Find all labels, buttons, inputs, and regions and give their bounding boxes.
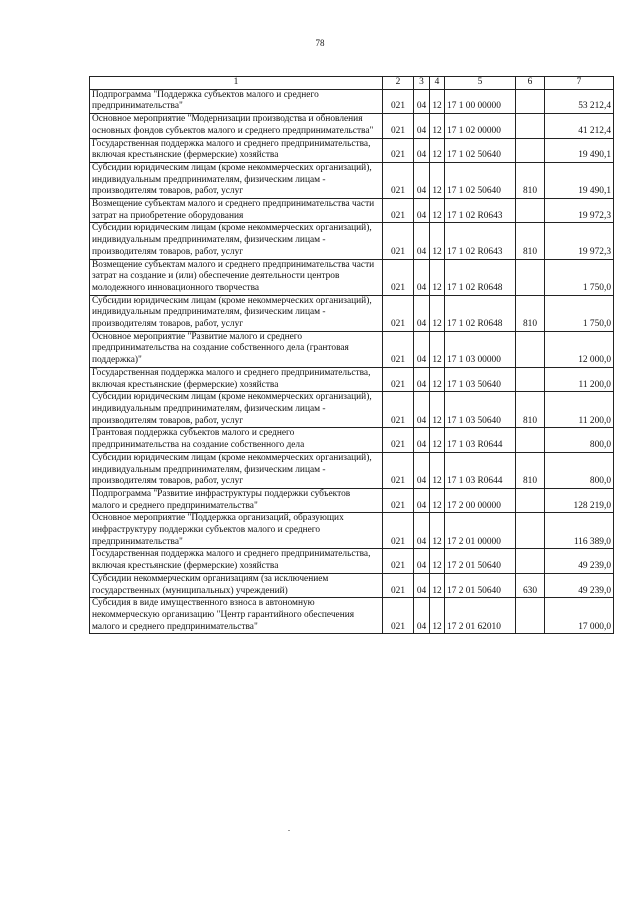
row-amount: 11 200,0: [545, 392, 614, 428]
row-admin-code: 021: [383, 295, 414, 331]
row-subsection: 12: [430, 367, 445, 391]
table-row: [90, 89, 614, 113]
row-section: 04: [414, 138, 430, 162]
row-subsection: 12: [430, 331, 445, 367]
row-target-article: 17 2 01 62010: [445, 598, 516, 634]
row-subsection: 12: [430, 549, 445, 573]
header-col-6: 6: [516, 77, 545, 90]
row-subsection: 12: [430, 138, 445, 162]
row-admin-code: 021: [383, 367, 414, 391]
row-target-article: 17 2 01 00000: [445, 513, 516, 549]
row-amount: 17 000,0: [545, 598, 614, 634]
row-expense-type: 810: [516, 392, 545, 428]
row-subsection: 12: [430, 513, 445, 549]
row-section: 04: [414, 114, 430, 138]
row-admin-code: 021: [383, 452, 414, 488]
row-amount: 49 239,0: [545, 549, 614, 573]
row-subsection: 12: [430, 259, 445, 295]
row-admin-code: 021: [383, 513, 414, 549]
row-admin-code: 021: [383, 392, 414, 428]
row-target-article: 17 1 02 50640: [445, 162, 516, 198]
row-expense-type: [516, 428, 545, 452]
row-section: 04: [414, 513, 430, 549]
table-row: [90, 549, 614, 573]
header-row: [90, 77, 614, 90]
table-body: [90, 89, 614, 634]
row-amount: 128 219,0: [545, 488, 614, 512]
row-section: 04: [414, 428, 430, 452]
row-admin-code: 021: [383, 259, 414, 295]
header-col-4: 4: [430, 77, 445, 90]
row-section: 04: [414, 598, 430, 634]
row-section: 04: [414, 331, 430, 367]
table-row: [90, 488, 614, 512]
row-section: 04: [414, 89, 430, 113]
row-amount: 19 490,1: [545, 138, 614, 162]
row-name: Грантовая поддержка субъектов малого и среднего предпринимательства на создание собственного дела: [90, 428, 383, 452]
row-expense-type: [516, 199, 545, 223]
row-subsection: 12: [430, 598, 445, 634]
budget-table: [89, 76, 614, 634]
row-amount: 800,0: [545, 428, 614, 452]
header-col-1: 1: [90, 77, 383, 90]
scan-speck: [288, 830, 290, 831]
table-row: [90, 138, 614, 162]
row-subsection: 12: [430, 89, 445, 113]
row-subsection: 12: [430, 452, 445, 488]
row-expense-type: 810: [516, 452, 545, 488]
row-name: Основное мероприятие "Поддержка организаций, образующих инфраструктуру поддержки субъектов малого и среднего предпринимательства": [90, 513, 383, 549]
row-name: Государственная поддержка малого и среднего предпринимательства, включая крестьянские (фермерские) хозяйства: [90, 138, 383, 162]
row-section: 04: [414, 259, 430, 295]
row-subsection: 12: [430, 428, 445, 452]
row-name: Возмещение субъектам малого и среднего предпринимательства части затрат на создание и (или) обеспечение деятельности центров молодежного инновационного творчества: [90, 259, 383, 295]
row-target-article: 17 2 01 50640: [445, 549, 516, 573]
row-section: 04: [414, 199, 430, 223]
row-name: Подпрограмма "Поддержка субъектов малого и среднего предпринимательства": [90, 89, 383, 113]
row-amount: 19 490,1: [545, 162, 614, 198]
row-name: Подпрограмма "Развитие инфраструктуры поддержки субъектов малого и среднего предпринимательства": [90, 488, 383, 512]
row-admin-code: 021: [383, 223, 414, 259]
table-row: [90, 367, 614, 391]
row-amount: 49 239,0: [545, 573, 614, 597]
row-amount: 1 750,0: [545, 295, 614, 331]
row-section: 04: [414, 549, 430, 573]
table-row: [90, 392, 614, 428]
header-col-5: 5: [445, 77, 516, 90]
row-name: Основное мероприятие "Модернизации производства и обновления основных фондов субъектов малого и среднего предпринимательства": [90, 114, 383, 138]
row-subsection: 12: [430, 488, 445, 512]
row-target-article: 17 1 03 R0644: [445, 452, 516, 488]
row-amount: 12 000,0: [545, 331, 614, 367]
row-target-article: 17 1 02 R0643: [445, 199, 516, 223]
row-target-article: 17 1 02 R0648: [445, 295, 516, 331]
header-col-2: 2: [383, 77, 414, 90]
row-name: Возмещение субъектам малого и среднего предпринимательства части затрат на приобретение оборудования: [90, 199, 383, 223]
row-amount: 41 212,4: [545, 114, 614, 138]
row-expense-type: [516, 89, 545, 113]
row-target-article: 17 1 02 R0643: [445, 223, 516, 259]
table-row: [90, 452, 614, 488]
row-expense-type: 810: [516, 295, 545, 331]
row-name: Субсидии юридическим лицам (кроме некоммерческих организаций), индивидуальным предпринимателям, физическим лицам - производителям товаров, работ, услуг: [90, 295, 383, 331]
row-section: 04: [414, 488, 430, 512]
table-row: [90, 223, 614, 259]
row-admin-code: 021: [383, 428, 414, 452]
row-expense-type: [516, 488, 545, 512]
row-expense-type: [516, 367, 545, 391]
row-admin-code: 021: [383, 162, 414, 198]
row-name: Основное мероприятие "Развитие малого и среднего предпринимательства на создание собственного дела (грантовая поддержка)": [90, 331, 383, 367]
row-section: 04: [414, 573, 430, 597]
row-admin-code: 021: [383, 138, 414, 162]
row-subsection: 12: [430, 199, 445, 223]
table-row: [90, 331, 614, 367]
row-target-article: 17 1 03 50640: [445, 392, 516, 428]
row-expense-type: [516, 259, 545, 295]
row-section: 04: [414, 392, 430, 428]
row-target-article: 17 2 01 50640: [445, 573, 516, 597]
row-name: Субсидии юридическим лицам (кроме некоммерческих организаций), индивидуальным предпринимателям, физическим лицам - производителям товаров, работ, услуг: [90, 162, 383, 198]
table-row: [90, 513, 614, 549]
row-section: 04: [414, 367, 430, 391]
row-admin-code: 021: [383, 549, 414, 573]
row-name: Субсидии юридическим лицам (кроме некоммерческих организаций), индивидуальным предпринимателям, физическим лицам - производителям товаров, работ, услуг: [90, 223, 383, 259]
row-target-article: 17 1 02 00000: [445, 114, 516, 138]
row-target-article: 17 1 02 50640: [445, 138, 516, 162]
table-row: [90, 295, 614, 331]
row-expense-type: 630: [516, 573, 545, 597]
row-name: Субсидии некоммерческим организациям (за исключением государственных (муниципальных) учреждений): [90, 573, 383, 597]
row-admin-code: 021: [383, 488, 414, 512]
row-admin-code: 021: [383, 331, 414, 367]
row-section: 04: [414, 162, 430, 198]
table-row: [90, 428, 614, 452]
row-amount: 800,0: [545, 452, 614, 488]
row-target-article: 17 1 02 R0648: [445, 259, 516, 295]
row-admin-code: 021: [383, 89, 414, 113]
row-expense-type: 810: [516, 162, 545, 198]
row-admin-code: 021: [383, 573, 414, 597]
row-subsection: 12: [430, 162, 445, 198]
row-section: 04: [414, 223, 430, 259]
row-admin-code: 021: [383, 199, 414, 223]
row-section: 04: [414, 295, 430, 331]
row-expense-type: [516, 138, 545, 162]
row-subsection: 12: [430, 223, 445, 259]
row-admin-code: 021: [383, 598, 414, 634]
row-admin-code: 021: [383, 114, 414, 138]
row-subsection: 12: [430, 114, 445, 138]
row-target-article: 17 2 00 00000: [445, 488, 516, 512]
table-row: [90, 573, 614, 597]
row-name: Субсидии юридическим лицам (кроме некоммерческих организаций), индивидуальным предпринимателям, физическим лицам - производителям товаров, работ, услуг: [90, 392, 383, 428]
table-row: [90, 162, 614, 198]
row-name: Государственная поддержка малого и среднего предпринимательства, включая крестьянские (фермерские) хозяйства: [90, 367, 383, 391]
row-subsection: 12: [430, 573, 445, 597]
row-amount: 53 212,4: [545, 89, 614, 113]
row-name: Субсидия в виде имущественного взноса в автономную некоммерческую организацию "Центр гарантийного обеспечения малого и среднего предпринимательства": [90, 598, 383, 634]
table-row: [90, 199, 614, 223]
row-amount: 116 389,0: [545, 513, 614, 549]
row-amount: 19 972,3: [545, 199, 614, 223]
table-row: [90, 259, 614, 295]
row-subsection: 12: [430, 295, 445, 331]
row-subsection: 12: [430, 392, 445, 428]
row-target-article: 17 1 03 00000: [445, 331, 516, 367]
table-row: [90, 598, 614, 634]
row-target-article: 17 1 03 R0644: [445, 428, 516, 452]
row-expense-type: [516, 331, 545, 367]
header-col-3: 3: [414, 77, 430, 90]
row-amount: 11 200,0: [545, 367, 614, 391]
row-expense-type: 810: [516, 223, 545, 259]
header-col-7: 7: [545, 77, 614, 90]
table-row: [90, 114, 614, 138]
row-section: 04: [414, 452, 430, 488]
row-name: Государственная поддержка малого и среднего предпринимательства, включая крестьянские (фермерские) хозяйства: [90, 549, 383, 573]
row-amount: 19 972,3: [545, 223, 614, 259]
row-target-article: 17 1 03 50640: [445, 367, 516, 391]
row-expense-type: [516, 513, 545, 549]
row-target-article: 17 1 00 00000: [445, 89, 516, 113]
row-name: Субсидии юридическим лицам (кроме некоммерческих организаций), индивидуальным предпринимателям, физическим лицам - производителям товаров, работ, услуг: [90, 452, 383, 488]
row-expense-type: [516, 598, 545, 634]
page-number: 78: [315, 38, 325, 48]
row-amount: 1 750,0: [545, 259, 614, 295]
row-expense-type: [516, 549, 545, 573]
row-expense-type: [516, 114, 545, 138]
